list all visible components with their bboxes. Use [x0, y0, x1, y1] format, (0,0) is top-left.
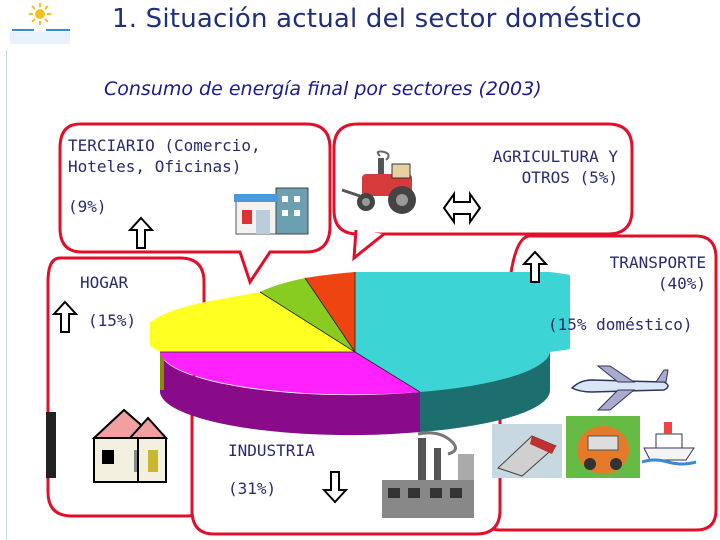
- hogar-label: HOGAR: [80, 273, 129, 292]
- pie-chart: [150, 272, 570, 442]
- chart-subtitle: Consumo de energía final por sectores (2003): [104, 78, 542, 100]
- car-icon: [566, 416, 640, 478]
- train-icon: [492, 424, 562, 478]
- airplane-icon: [568, 364, 672, 414]
- arrow-down-icon: [322, 470, 348, 504]
- terciario-label: TERCIARIO (Comercio, Hoteles, Oficinas): [68, 136, 261, 176]
- industria-label: INDUSTRIA: [228, 441, 315, 460]
- arrow-up-icon: [52, 300, 78, 334]
- ship-icon: [640, 412, 698, 468]
- shop-icon: [232, 180, 312, 238]
- transporte-label: TRANSPORTE (40%): [609, 253, 706, 293]
- page-title: 1. Situación actual del sector doméstico: [112, 4, 642, 34]
- arrow-up-icon: [128, 216, 154, 250]
- industria-pct: (31%): [228, 479, 277, 498]
- house-icon: [44, 404, 174, 488]
- agricultura-label: AGRICULTURA Y OTROS (5%): [492, 147, 618, 187]
- hogar-pct: (15%): [88, 311, 137, 330]
- tractor-icon: [340, 150, 436, 216]
- double-arrow-icon: [440, 188, 484, 228]
- arrow-up-icon: [522, 250, 548, 284]
- terciario-pct: (9%): [68, 197, 107, 216]
- factory-icon: [378, 430, 478, 520]
- transporte-sub: (15% doméstico): [548, 315, 693, 334]
